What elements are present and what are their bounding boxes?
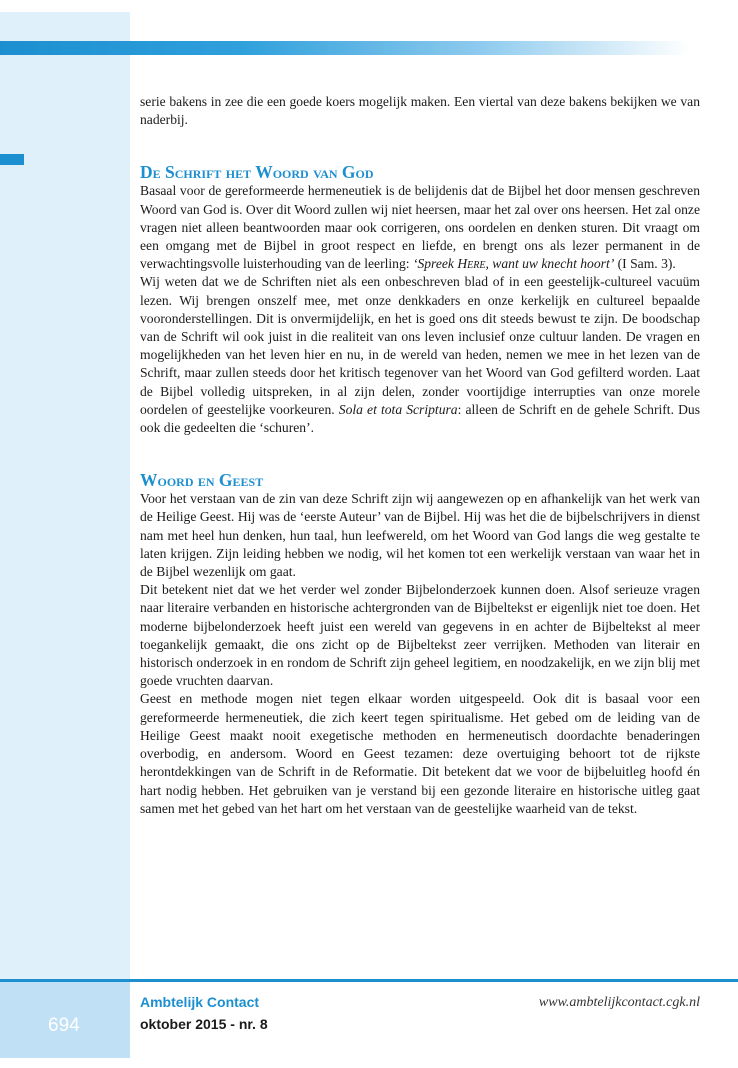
issue-label: oktober 2015 - nr. 8 <box>140 1016 268 1032</box>
latin-phrase: Sola et tota Scriptura <box>338 401 458 417</box>
magazine-title: Ambtelijk Contact <box>140 994 260 1010</box>
left-sidebar-band <box>0 12 130 1058</box>
paragraph-schrift-1: Basaal voor de gereformeerde hermeneutiek is de belijdenis dat de Bijbel het door mensen geschreven Woord van God is. Over dit Woord zullen wij niet heersen, maar het zal over ons heersen. Het zal onze vragen niet alleen beantwoorden maar ook corrigeren, ons oordelen en denken sturen. Dit vraagt om een omgang met de Bijbel in groot respect en liefde, en brengt ons als lezer permanent in de verwachtingsvolle luisterhouding van de leerling: ‘Spreek Here, want uw knecht hoort’ (I Sam. 3). <box>140 183 700 272</box>
article-body <box>140 93 700 818</box>
paragraph-schrift-2: Wij weten dat we de Schriften niet als een onbeschreven blad of in een geestelijk-cultureel vacuüm lezen. Wij brengen onszelf mee, met onze denkkaders en onze kerkelijk en cultureel bepaalde vooronderstellingen. Dit is onvermijdelijk, en het is goed ons dit steeds bewust te zijn. De boodschap van de Schrift wil ook juist in die realiteit van ons leven inclusief onze cultuur landen. De vragen en mogelijkheden van het leven hier en nu, in de wereld van heden, nemen we mee in het lezen van de Schrift, maar zullen steeds door het kritisch tegenover van het Woord van God gefilterd worden. Laat de Bijbel volledig uitspreken, in al zijn delen, zonder voortijdige interrupties van onze morele oordelen of geestelijke voorkeuren. Sola et tota Scriptura: alleen de Schrift en de gehele Schrift. Dus ook die gedeelten die ‘schuren’. <box>140 274 700 436</box>
paragraph-geest-1: Voor het verstaan van de zin van deze Schrift zijn wij aangewezen op en afhankelijk van het werk van de Heilige Geest. Hij was de ‘eerste Auteur’ van de Bijbel. Hij was het die de bijbelschrijvers in dienst nam met heel hun denken, hun taal, hun leefwereld, om het Woord van God langs die weg gestalte te laten krijgen. Zijn leiding hebben we nodig, wil het komen tot een werkelijk verstaan van waar het in de Bijbel wezenlijk om gaat. <box>140 491 700 580</box>
section-heading-geest: Woord en Geest <box>140 470 264 491</box>
paragraph-geest-2: Dit betekent niet dat we het verder wel zonder Bijbelonderzoek kunnen doen. Alsof serieuze vragen naar literaire verbanden en historische achtergronden van de Bijbeltekst er eigenlijk niet toe doen. Het moderne bijbelonderzoek heeft juist een wereld van gegevens in en achter de Bijbeltekst al meer toegankelijk gemaakt, die ons zicht op de Bijbeltekst zeer verrijken. Methoden van literair en historisch onderzoek in en rondom de Schrift zijn geheel legitiem, en noodzakelijk, en we zijn blij met goede vruchten daarvan. <box>140 582 700 689</box>
intro-paragraph: serie bakens in zee die een goede koers mogelijk maken. Een viertal van deze bakens bekijken we van naderbij. <box>140 94 700 128</box>
website-link[interactable]: www.ambtelijkcontact.cgk.nl <box>538 995 700 1010</box>
section-marker <box>0 154 24 165</box>
page-number: 694 <box>48 1015 80 1036</box>
top-gradient-bar <box>0 41 690 55</box>
paragraph-geest-3: Geest en methode mogen niet tegen elkaar worden uitgespeeld. Ook dit is basaal voor een gereformeerde hermeneutiek, die zich keert tegen spiritualisme. Het gebed om de leiding van de Heilige Geest maakt nooit exegetische methoden en hermeneutisch doordachte benaderingen overbodig, en andersom. Woord en Geest tezamen: deze overtuiging behoort tot de rijkste herontdekkingen van de Schrift in de Reformatie. Dit betekent dat we voor de bijbeluitleg hoofd én hart nodig hebben. Het gebruiken van je verstand bij een gezonde literaire en historische uitleg gaat samen met het gebed van het hart om het verstaan van de geestelijke waarheid van de tekst. <box>140 691 700 816</box>
section-heading-schrift: De Schrift het Woord van God <box>140 162 374 183</box>
quote-spreek: ‘Spreek Here, want uw knecht hoort’ <box>412 256 615 272</box>
